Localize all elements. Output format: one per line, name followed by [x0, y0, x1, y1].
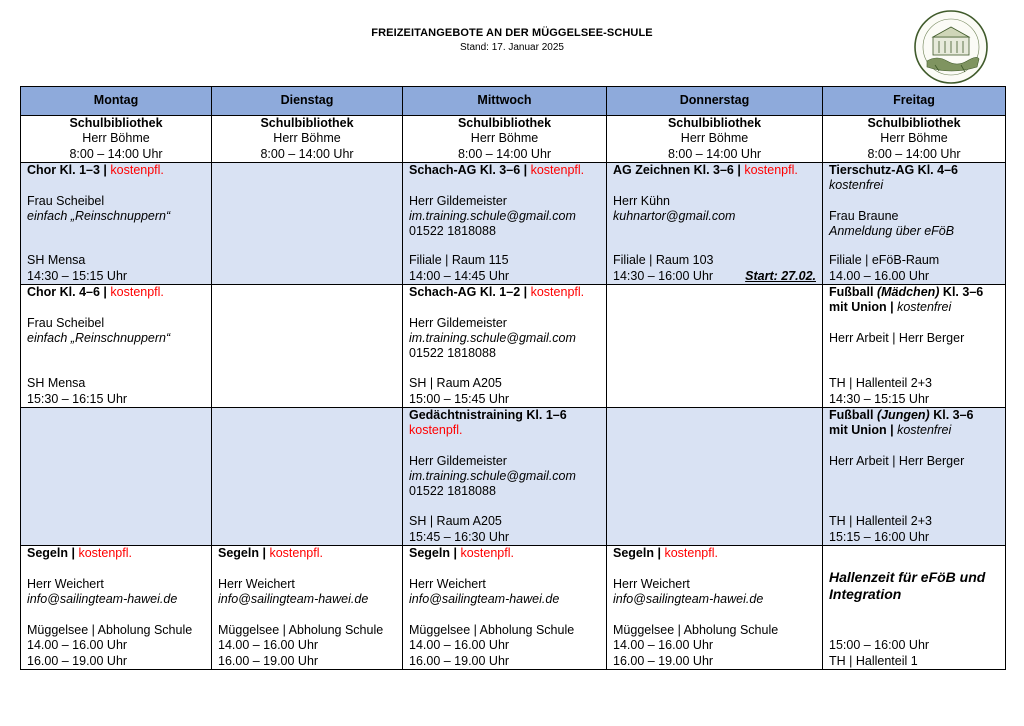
contact-email[interactable]: info@sailingteam-hawei.de [27, 591, 178, 606]
library-person: Herr Böhme [880, 131, 948, 146]
document-date: Stand: 17. Januar 2025 [460, 42, 564, 53]
activity-place: Müggelsee | Abholung Schule [409, 623, 575, 638]
contact-person: Herr Weichert [218, 576, 295, 591]
contact-email[interactable]: im.training.schule@gmail.com [409, 469, 576, 484]
activity-time: 14.00 – 16.00 Uhr [218, 638, 319, 653]
contact-email[interactable]: im.training.schule@gmail.com [409, 330, 576, 345]
activity-place: Müggelsee | Abholung Schule [27, 623, 193, 638]
activity-title: Tierschutz-AG Kl. 4–6 [829, 163, 958, 177]
library-cell-tuesday [212, 116, 403, 163]
library-cell-wednesday [403, 116, 607, 163]
fee-label: kostenfrei [897, 423, 952, 438]
contact-person: Herr Kühn [613, 193, 670, 208]
start-date: Start: 27.02. [745, 268, 816, 283]
library-person: Herr Böhme [82, 131, 150, 146]
contact-phone: 01522 1818088 [409, 346, 496, 361]
contact-person: Herr Weichert [409, 576, 486, 591]
school-logo [913, 9, 989, 85]
empty-cell-monday [21, 408, 212, 546]
activity-time: 16.00 – 19.00 Uhr [27, 653, 128, 668]
activity-place: TH | Hallenteil 2+3 [829, 514, 932, 529]
library-time: 8:00 – 14:00 Uhr [667, 146, 762, 161]
activity-time: 14.00 – 16.00 Uhr [409, 638, 510, 653]
activity-title: Segeln | [409, 546, 457, 560]
day-monday: Montag [21, 87, 212, 116]
fee-label: kostenfrei [829, 178, 884, 193]
contact-person: Herr Gildemeister [409, 315, 507, 330]
library-cell-thursday [607, 116, 823, 163]
activity-cell-wednesday [403, 408, 607, 546]
activity-place: TH | Hallenteil 1 [829, 653, 918, 668]
activity-title: Segeln | [218, 546, 266, 560]
day-tuesday: Dienstag [212, 87, 403, 116]
activity-cell-friday [823, 285, 1006, 408]
activity-title: Segeln | [27, 546, 75, 560]
empty-cell-thursday [607, 408, 823, 546]
activity-place: SH Mensa [27, 253, 86, 268]
document-title: FREIZEITANGEBOTE AN DER MÜGGELSEE-SCHULE [371, 27, 653, 39]
library-title: Schulbibliothek [867, 116, 961, 130]
contact-person: Herr Gildemeister [409, 453, 507, 468]
fee-label: kostenfrei [897, 300, 952, 315]
activity-place: Müggelsee | Abholung Schule [218, 623, 384, 638]
contact-person: Frau Scheibel [27, 193, 105, 208]
activity-time: 14:30 – 15:15 Uhr [829, 391, 930, 406]
activity-note: einfach „Reinschnuppern“ [27, 330, 171, 345]
library-person: Herr Böhme [470, 131, 539, 146]
activity-time: 16.00 – 19.00 Uhr [613, 653, 714, 668]
activity-title: Fußball (Mädchen) Kl. 3–6 [829, 285, 984, 299]
activity-row-1 [21, 163, 1006, 285]
activity-place: Filiale | Raum 103 [613, 253, 714, 268]
activity-time: 14.00 – 16.00 Uhr [27, 638, 128, 653]
activity-time: 16.00 – 19.00 Uhr [409, 653, 510, 668]
empty-cell-tuesday [212, 163, 403, 285]
activity-partner: mit Union | [829, 300, 894, 315]
fee-label: kostenpfl. [530, 163, 585, 177]
activity-title: Schach-AG Kl. 3–6 | [409, 163, 528, 177]
activity-row-2 [21, 285, 1006, 408]
activity-time: 14:30 – 16:00 Uhr [613, 268, 714, 283]
contact-email[interactable]: kuhnartor@gmail.com [613, 208, 736, 223]
activity-cell-friday [823, 408, 1006, 546]
contact-phone: 01522 1818088 [409, 224, 496, 239]
contact-person: Frau Braune [829, 208, 899, 223]
library-person: Herr Böhme [273, 131, 341, 146]
library-cell-monday [21, 116, 212, 163]
activity-cell-thursday [607, 163, 823, 285]
activity-place: TH | Hallenteil 2+3 [829, 376, 932, 391]
empty-cell-tuesday [212, 408, 403, 546]
sailing-cell-thursday [607, 546, 823, 670]
activity-place: SH | Raum A205 [409, 514, 502, 529]
fee-label: kostenpfl. [530, 285, 585, 299]
activity-place: Müggelsee | Abholung Schule [613, 623, 779, 638]
day-wednesday: Mittwoch [403, 87, 607, 116]
activity-title: Chor Kl. 1–3 | [27, 163, 107, 177]
activity-cell-friday [823, 546, 1006, 670]
activity-time: 15:00 – 16:00 Uhr [829, 638, 930, 653]
activity-place: Filiale | Raum 115 [409, 253, 509, 268]
day-thursday: Donnerstag [607, 87, 823, 116]
fee-label: kostenpfl. [409, 423, 463, 438]
sailing-cell-wednesday [403, 546, 607, 670]
activity-time: 14.00 – 16.00 Uhr [613, 638, 714, 653]
library-cell-friday [823, 116, 1006, 163]
activity-time: 14.00 – 16.00 Uhr [829, 268, 930, 283]
sailing-cell-tuesday [212, 546, 403, 670]
activity-time: 14:00 – 14:45 Uhr [409, 268, 510, 283]
activity-cell-friday [823, 163, 1006, 285]
activity-row-3 [21, 408, 1006, 546]
activity-time: 15:15 – 16:00 Uhr [829, 529, 930, 544]
library-title: Schulbibliothek [69, 116, 163, 130]
activities-table [20, 86, 1006, 670]
activity-time: 16.00 – 19.00 Uhr [218, 653, 319, 668]
activity-place: SH Mensa [27, 376, 86, 391]
library-time: 8:00 – 14:00 Uhr [457, 146, 552, 161]
contact-person: Herr Weichert [27, 576, 104, 591]
activity-note: Anmeldung über eFöB [829, 224, 955, 239]
activity-cell-wednesday [403, 163, 607, 285]
day-friday: Freitag [823, 87, 1006, 116]
activity-note: einfach „Reinschnuppern“ [27, 208, 171, 223]
activity-place: Filiale | eFöB-Raum [829, 253, 940, 268]
contact-person: Herr Arbeit | Herr Berger [829, 330, 965, 345]
contact-email[interactable]: info@sailingteam-hawei.de [613, 591, 764, 606]
activity-time: 15:00 – 15:45 Uhr [409, 391, 510, 406]
contact-email[interactable]: info@sailingteam-hawei.de [409, 591, 560, 606]
contact-phone: 01522 1818088 [409, 484, 496, 499]
fee-label: kostenpfl. [664, 546, 718, 560]
activity-cell-monday [21, 163, 212, 285]
activity-cell-wednesday [403, 285, 607, 408]
library-time: 8:00 – 14:00 Uhr [867, 146, 961, 161]
activity-place: SH | Raum A205 [409, 376, 502, 391]
activity-title: Fußball (Jungen) Kl. 3–6 [829, 408, 974, 422]
contact-person: Herr Gildemeister [409, 193, 507, 208]
gym-time-title: Hallenzeit für eFöB und Integration [829, 569, 986, 603]
contact-email[interactable]: info@sailingteam-hawei.de [218, 591, 369, 606]
fee-label: kostenpfl. [78, 546, 132, 560]
activity-title: Gedächtnistraining Kl. 1–6 [409, 408, 567, 422]
fee-label: kostenpfl. [110, 285, 164, 299]
activity-time: 15:45 – 16:30 Uhr [409, 529, 510, 544]
contact-person: Herr Weichert [613, 576, 690, 591]
activity-row-4 [21, 546, 1006, 670]
activity-title: AG Zeichnen Kl. 3–6 | [613, 163, 741, 177]
library-row [21, 116, 1006, 163]
contact-person: Frau Scheibel [27, 315, 105, 330]
empty-cell-tuesday [212, 285, 403, 408]
empty-cell-thursday [607, 285, 823, 408]
activity-title: Chor Kl. 4–6 | [27, 285, 107, 299]
contact-person: Herr Arbeit | Herr Berger [829, 453, 965, 468]
activity-cell-monday [21, 285, 212, 408]
weekday-header-row [21, 87, 1006, 116]
contact-email[interactable]: im.training.schule@gmail.com [409, 208, 576, 223]
activity-title: Schach-AG Kl. 1–2 | [409, 285, 528, 299]
fee-label: kostenpfl. [110, 163, 164, 177]
fee-label: kostenpfl. [744, 163, 798, 177]
activity-partner: mit Union | [829, 423, 894, 438]
library-title: Schulbibliothek [260, 116, 354, 130]
library-time: 8:00 – 14:00 Uhr [260, 146, 354, 161]
fee-label: kostenpfl. [269, 546, 323, 560]
activity-time: 14:30 – 15:15 Uhr [27, 268, 128, 283]
library-title: Schulbibliothek [667, 116, 762, 130]
library-title: Schulbibliothek [457, 116, 552, 130]
library-time: 8:00 – 14:00 Uhr [69, 146, 163, 161]
fee-label: kostenpfl. [460, 546, 514, 560]
activity-title: Segeln | [613, 546, 661, 560]
sailing-cell-monday [21, 546, 212, 670]
library-person: Herr Böhme [680, 131, 749, 146]
activity-time: 15:30 – 16:15 Uhr [27, 391, 128, 406]
